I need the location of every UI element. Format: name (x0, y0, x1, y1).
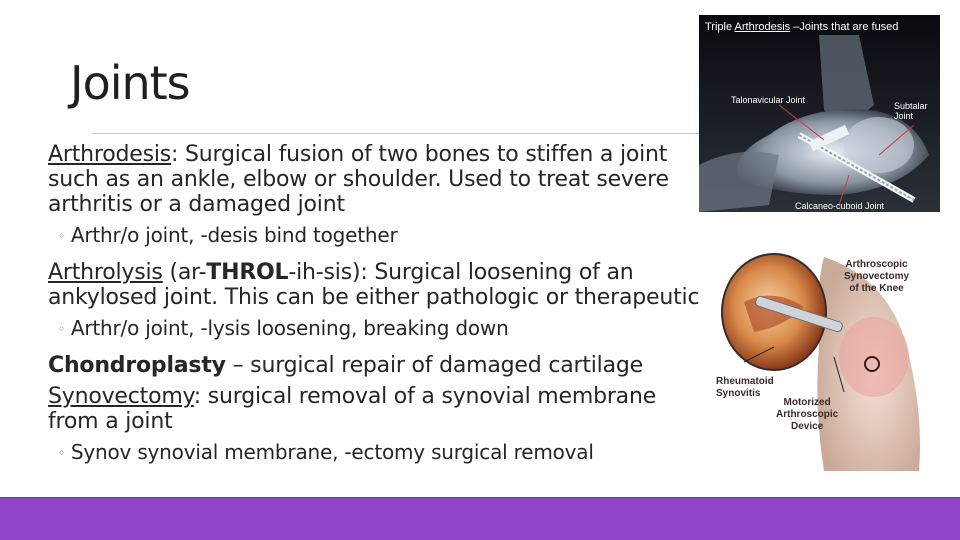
term-chondroplasty: Chondroplasty (48, 353, 226, 378)
pronunciation-a: (ar- (162, 260, 207, 285)
subpoint-synovectomy-text: Synov synovial membrane, -ectomy surgical removal (70, 440, 594, 464)
label-subtalar: Subtalar Joint (894, 101, 928, 121)
footer-bar (0, 498, 960, 540)
subpoint-arthrodesis (58, 223, 708, 250)
label-motorized-device: Motorized Arthroscopic Device (776, 397, 839, 432)
slide-body (48, 142, 708, 473)
subpoint-arthrodesis-text: Arthr/o joint, -desis bind together (70, 223, 398, 247)
item-chondroplasty (48, 353, 708, 378)
slide-title: Joints (70, 56, 190, 110)
bullet-icon: ◦ (58, 322, 65, 336)
knee-illustration (714, 247, 940, 471)
definition-chondroplasty: – surgical repair of damaged cartilage (225, 353, 643, 378)
xray-caption (705, 21, 898, 33)
xray-caption-prefix: Triple (705, 21, 735, 33)
definition-arthrolysis: -ih-sis): Surgical loosening of an ankylosed joint. This can be either pathologic or therapeutic (48, 260, 700, 310)
title-divider (92, 133, 704, 134)
item-arthrolysis (48, 260, 708, 310)
pronunciation-stress: THROL (206, 260, 289, 285)
bullet-icon: ◦ (58, 446, 65, 460)
bullet-icon: ◦ (58, 229, 65, 243)
xray-caption-suffix: –Joints that are fused (790, 21, 899, 33)
label-talonavicular: Talonavicular Joint (731, 95, 806, 105)
subpoint-arthrolysis (58, 316, 708, 343)
term-synovectomy: Synovectomy (48, 384, 194, 409)
item-synovectomy (48, 384, 708, 434)
xray-caption-term: Arthrodesis (734, 21, 791, 33)
xray-image (699, 15, 940, 212)
item-arthrodesis (48, 142, 708, 217)
definition-arthrodesis: : Surgical fusion of two bones to stiffen a joint such as an ankle, elbow or shoulder. Used to treat severe arthritis or a damaged joint (48, 142, 669, 217)
term-arthrodesis: Arthrodesis (48, 142, 172, 167)
definition-synovectomy: : surgical removal of a synovial membrane from a joint (48, 384, 657, 434)
subpoint-synovectomy (58, 440, 708, 467)
term-arthrolysis: Arthrolysis (48, 260, 163, 285)
label-rheumatoid-synovitis: Rheumatoid Synovitis (716, 376, 774, 399)
label-arthroscopic-synovectomy: Arthroscopic Synovectomy of the Knee (844, 259, 910, 294)
subpoint-arthrolysis-text: Arthr/o joint, -lysis loosening, breaking down (70, 316, 509, 340)
label-calcaneo-cuboid: Calcaneo-cuboid Joint (795, 201, 885, 211)
